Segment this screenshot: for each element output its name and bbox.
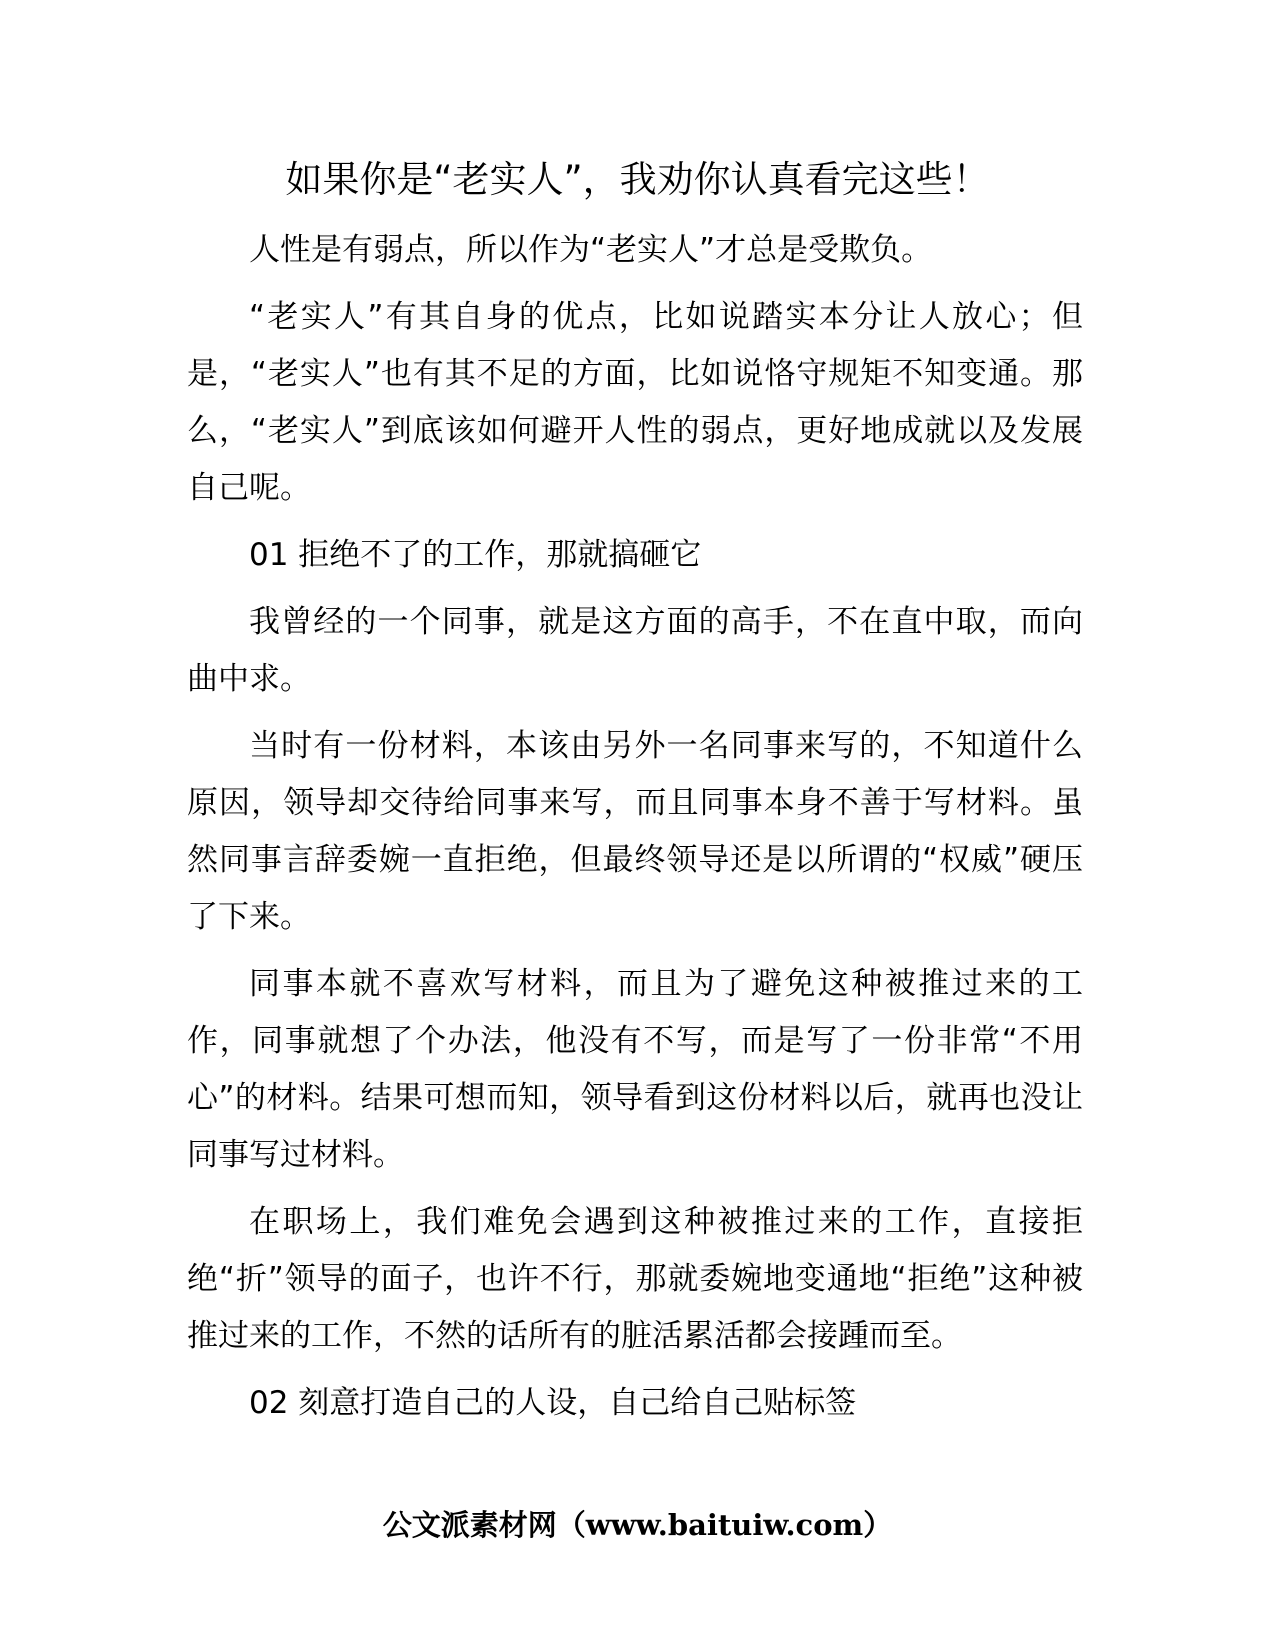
paragraph-strengths: “老实人”有其自身的优点，比如说踏实本分让人放心；但是，“老实人”也有其不足的方面，比如说恪守规矩不知变通。那么，“老实人”到底该如何避开人性的弱点，更好地成就以及发展自己呢。	[187, 299, 1083, 506]
paragraph-outcome: 同事本就不喜欢写材料，而且为了避免这种被推过来的工作，同事就想了个办法，他没有不写，而是写了一份非常“不用心”的材料。结果可想而知，领导看到这份材料以后，就再也没让同事写过材料。	[187, 966, 1083, 1173]
page-footer: 公文派素材网（www.baituiw.com）	[382, 1508, 893, 1542]
paragraph-material: 当时有一份材料，本该由另外一名同事来写的，不知道什么原因，领导却交待给同事来写，而且同事本身不善于写材料。虽然同事言辞委婉一直拒绝，但最终领导还是以所谓的“权威”硬压了下来。	[187, 728, 1083, 935]
document-title: 如果你是“老实人”，我劝你认真看完这些！	[285, 158, 990, 201]
paragraph-intro: 人性是有弱点，所以作为“老实人”才总是受欺负。	[249, 232, 933, 268]
document-body	[187, 222, 1083, 1442]
paragraph-colleague: 我曾经的一个同事，就是这方面的高手，不在直中取，而向曲中求。	[187, 604, 1083, 697]
section-heading-01: 01 拒绝不了的工作，那就搞砸它	[249, 537, 702, 573]
section-heading-02: 02 刻意打造自己的人设，自己给自己贴标签	[249, 1385, 857, 1421]
paragraph-workplace: 在职场上，我们难免会遇到这种被推过来的工作，直接拒绝“折”领导的面子，也许不行，那就委婉地变通地“拒绝”这种被推过来的工作，不然的话所有的脏活累活都会接踵而至。	[187, 1204, 1083, 1354]
